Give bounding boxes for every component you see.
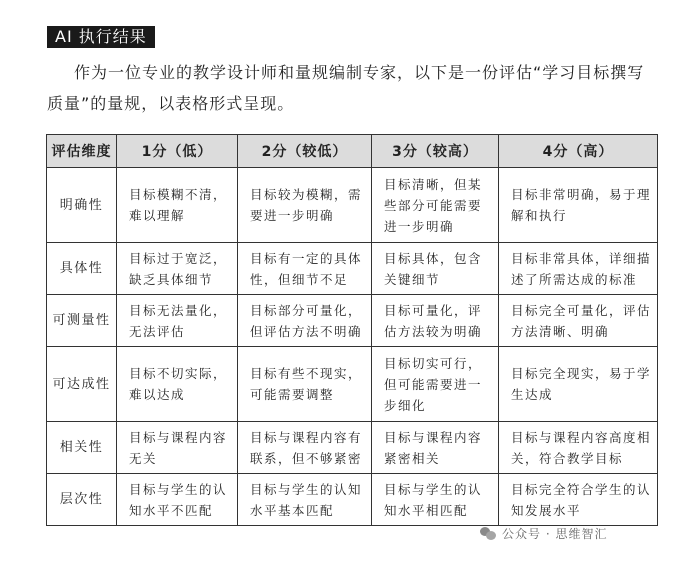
rubric-table <box>46 134 658 526</box>
table-cell: 目标切实可行，但可能需要进一步细化 <box>372 346 499 421</box>
table-cell: 目标与学生的认知水平基本匹配 <box>238 474 372 526</box>
table-cell: 目标完全符合学生的认知发展水平 <box>499 474 658 526</box>
table-row <box>47 346 658 421</box>
table-cell: 目标与课程内容紧密相关 <box>372 422 499 474</box>
table-header-row <box>47 135 658 168</box>
table-cell: 目标部分可量化，但评估方法不明确 <box>238 295 372 347</box>
watermark <box>480 525 607 542</box>
table-row <box>47 243 658 295</box>
table-cell: 目标与课程内容有联系，但不够紧密 <box>238 422 372 474</box>
dimension-cell: 层次性 <box>47 474 117 526</box>
table-cell: 目标清晰，但某些部分可能需要进一步明确 <box>372 168 499 243</box>
header-score-4: 4分（高） <box>499 135 658 168</box>
table-row <box>47 422 658 474</box>
table-row <box>47 474 658 526</box>
table-row <box>47 168 658 243</box>
table-cell: 目标过于宽泛，缺乏具体细节 <box>117 243 238 295</box>
table-cell: 目标有些不现实，可能需要调整 <box>238 346 372 421</box>
dimension-cell: 可达成性 <box>47 346 117 421</box>
table-cell: 目标模糊不清，难以理解 <box>117 168 238 243</box>
table-cell: 目标可量化，评估方法较为明确 <box>372 295 499 347</box>
header-dimension: 评估维度 <box>47 135 117 168</box>
table-cell: 目标不切实际，难以达成 <box>117 346 238 421</box>
table-cell: 目标非常明确，易于理解和执行 <box>499 168 658 243</box>
table-cell: 目标非常具体，详细描述了所需达成的标准 <box>499 243 658 295</box>
table-cell: 目标有一定的具体性，但细节不足 <box>238 243 372 295</box>
ai-result-badge: AI 执行结果 <box>47 26 155 48</box>
watermark-text: 公众号 · 思维智汇 <box>502 527 608 541</box>
table-cell: 目标完全可量化，评估方法清晰、明确 <box>499 295 658 347</box>
dimension-cell: 可测量性 <box>47 295 117 347</box>
dimension-cell: 具体性 <box>47 243 117 295</box>
dimension-cell: 相关性 <box>47 422 117 474</box>
table-row <box>47 295 658 347</box>
header-score-3: 3分（较高） <box>372 135 499 168</box>
dimension-cell: 明确性 <box>47 168 117 243</box>
table-cell: 目标与学生的认知水平相匹配 <box>372 474 499 526</box>
table-cell: 目标与学生的认知水平不匹配 <box>117 474 238 526</box>
header-score-1: 1分（低） <box>117 135 238 168</box>
header-score-2: 2分（较低） <box>238 135 372 168</box>
table-cell: 目标无法量化，无法评估 <box>117 295 238 347</box>
table-cell: 目标完全现实，易于学生达成 <box>499 346 658 421</box>
table-cell: 目标与课程内容无关 <box>117 422 238 474</box>
wechat-icon <box>480 527 496 541</box>
table-cell: 目标较为模糊，需要进一步明确 <box>238 168 372 243</box>
table-cell: 目标具体，包含关键细节 <box>372 243 499 295</box>
table-cell: 目标与课程内容高度相关，符合教学目标 <box>499 422 658 474</box>
intro-paragraph: 作为一位专业的教学设计师和量规编制专家，以下是一份评估“学习目标撰写质量”的量规，以表格形式呈现。 <box>47 63 645 113</box>
